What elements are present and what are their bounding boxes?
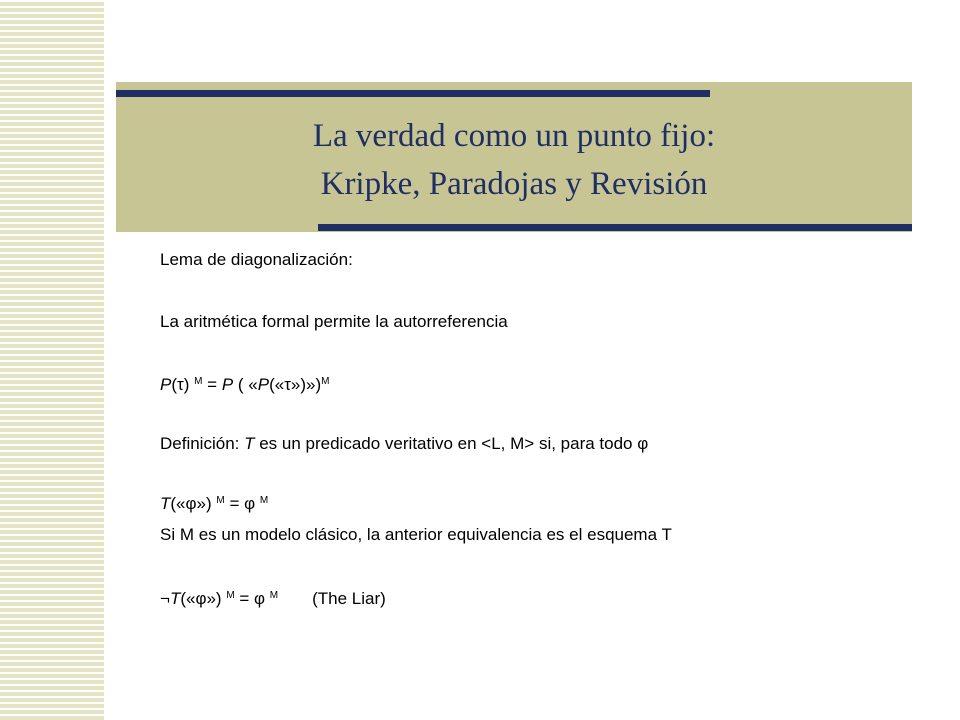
formula-p: P [257, 375, 270, 394]
slide-title-line1: La verdad como un punto fijo: [312, 118, 716, 154]
slide-title-line2: Kripke, Paradojas y Revisión [320, 166, 708, 202]
formula-superscript: M [269, 590, 279, 601]
formula-part: ( « [233, 375, 258, 394]
slide-title [116, 112, 912, 208]
decorative-stripes [0, 0, 104, 720]
formula-superscript: M [194, 376, 203, 387]
formula-part: = φ [234, 589, 270, 608]
definicion-pre: Definición: [160, 434, 245, 453]
negation-symbol: ¬ [160, 589, 170, 608]
tarski-formula [160, 494, 268, 514]
diagonal-formula [160, 375, 329, 395]
liar-label: (The Liar) [312, 589, 386, 608]
definicion-t: T [244, 434, 255, 453]
formula-part: = φ [224, 494, 260, 513]
lema-heading: Lema de diagonalización: [160, 250, 353, 269]
clasico-text: Si M es un modelo clásico, la anterior equivalencia es el esquema T [160, 525, 672, 544]
formula-part: (τ) [171, 375, 195, 394]
formula-part: («φ») [170, 494, 217, 513]
formula-superscript: M [321, 376, 330, 387]
definicion-post: es un predicado veritativo en <L, M> si, para todo φ [254, 434, 649, 453]
title-bar-bottom [318, 224, 912, 231]
liar-formula [160, 589, 386, 609]
title-bar-top [116, 90, 710, 97]
formula-t: T [160, 494, 171, 513]
formula-part: = [202, 375, 222, 394]
formula-superscript: M [259, 495, 269, 506]
aritmetica-text: La aritmética formal permite la autorreferencia [160, 312, 508, 331]
formula-p: P [160, 375, 172, 394]
formula-part: («τ»)») [269, 375, 322, 394]
formula-superscript: M [226, 590, 235, 601]
definicion-text [160, 434, 648, 454]
formula-part: («φ») [180, 589, 227, 608]
formula-t: T [169, 589, 181, 608]
formula-p: P [221, 375, 234, 394]
formula-superscript: M [216, 495, 225, 506]
